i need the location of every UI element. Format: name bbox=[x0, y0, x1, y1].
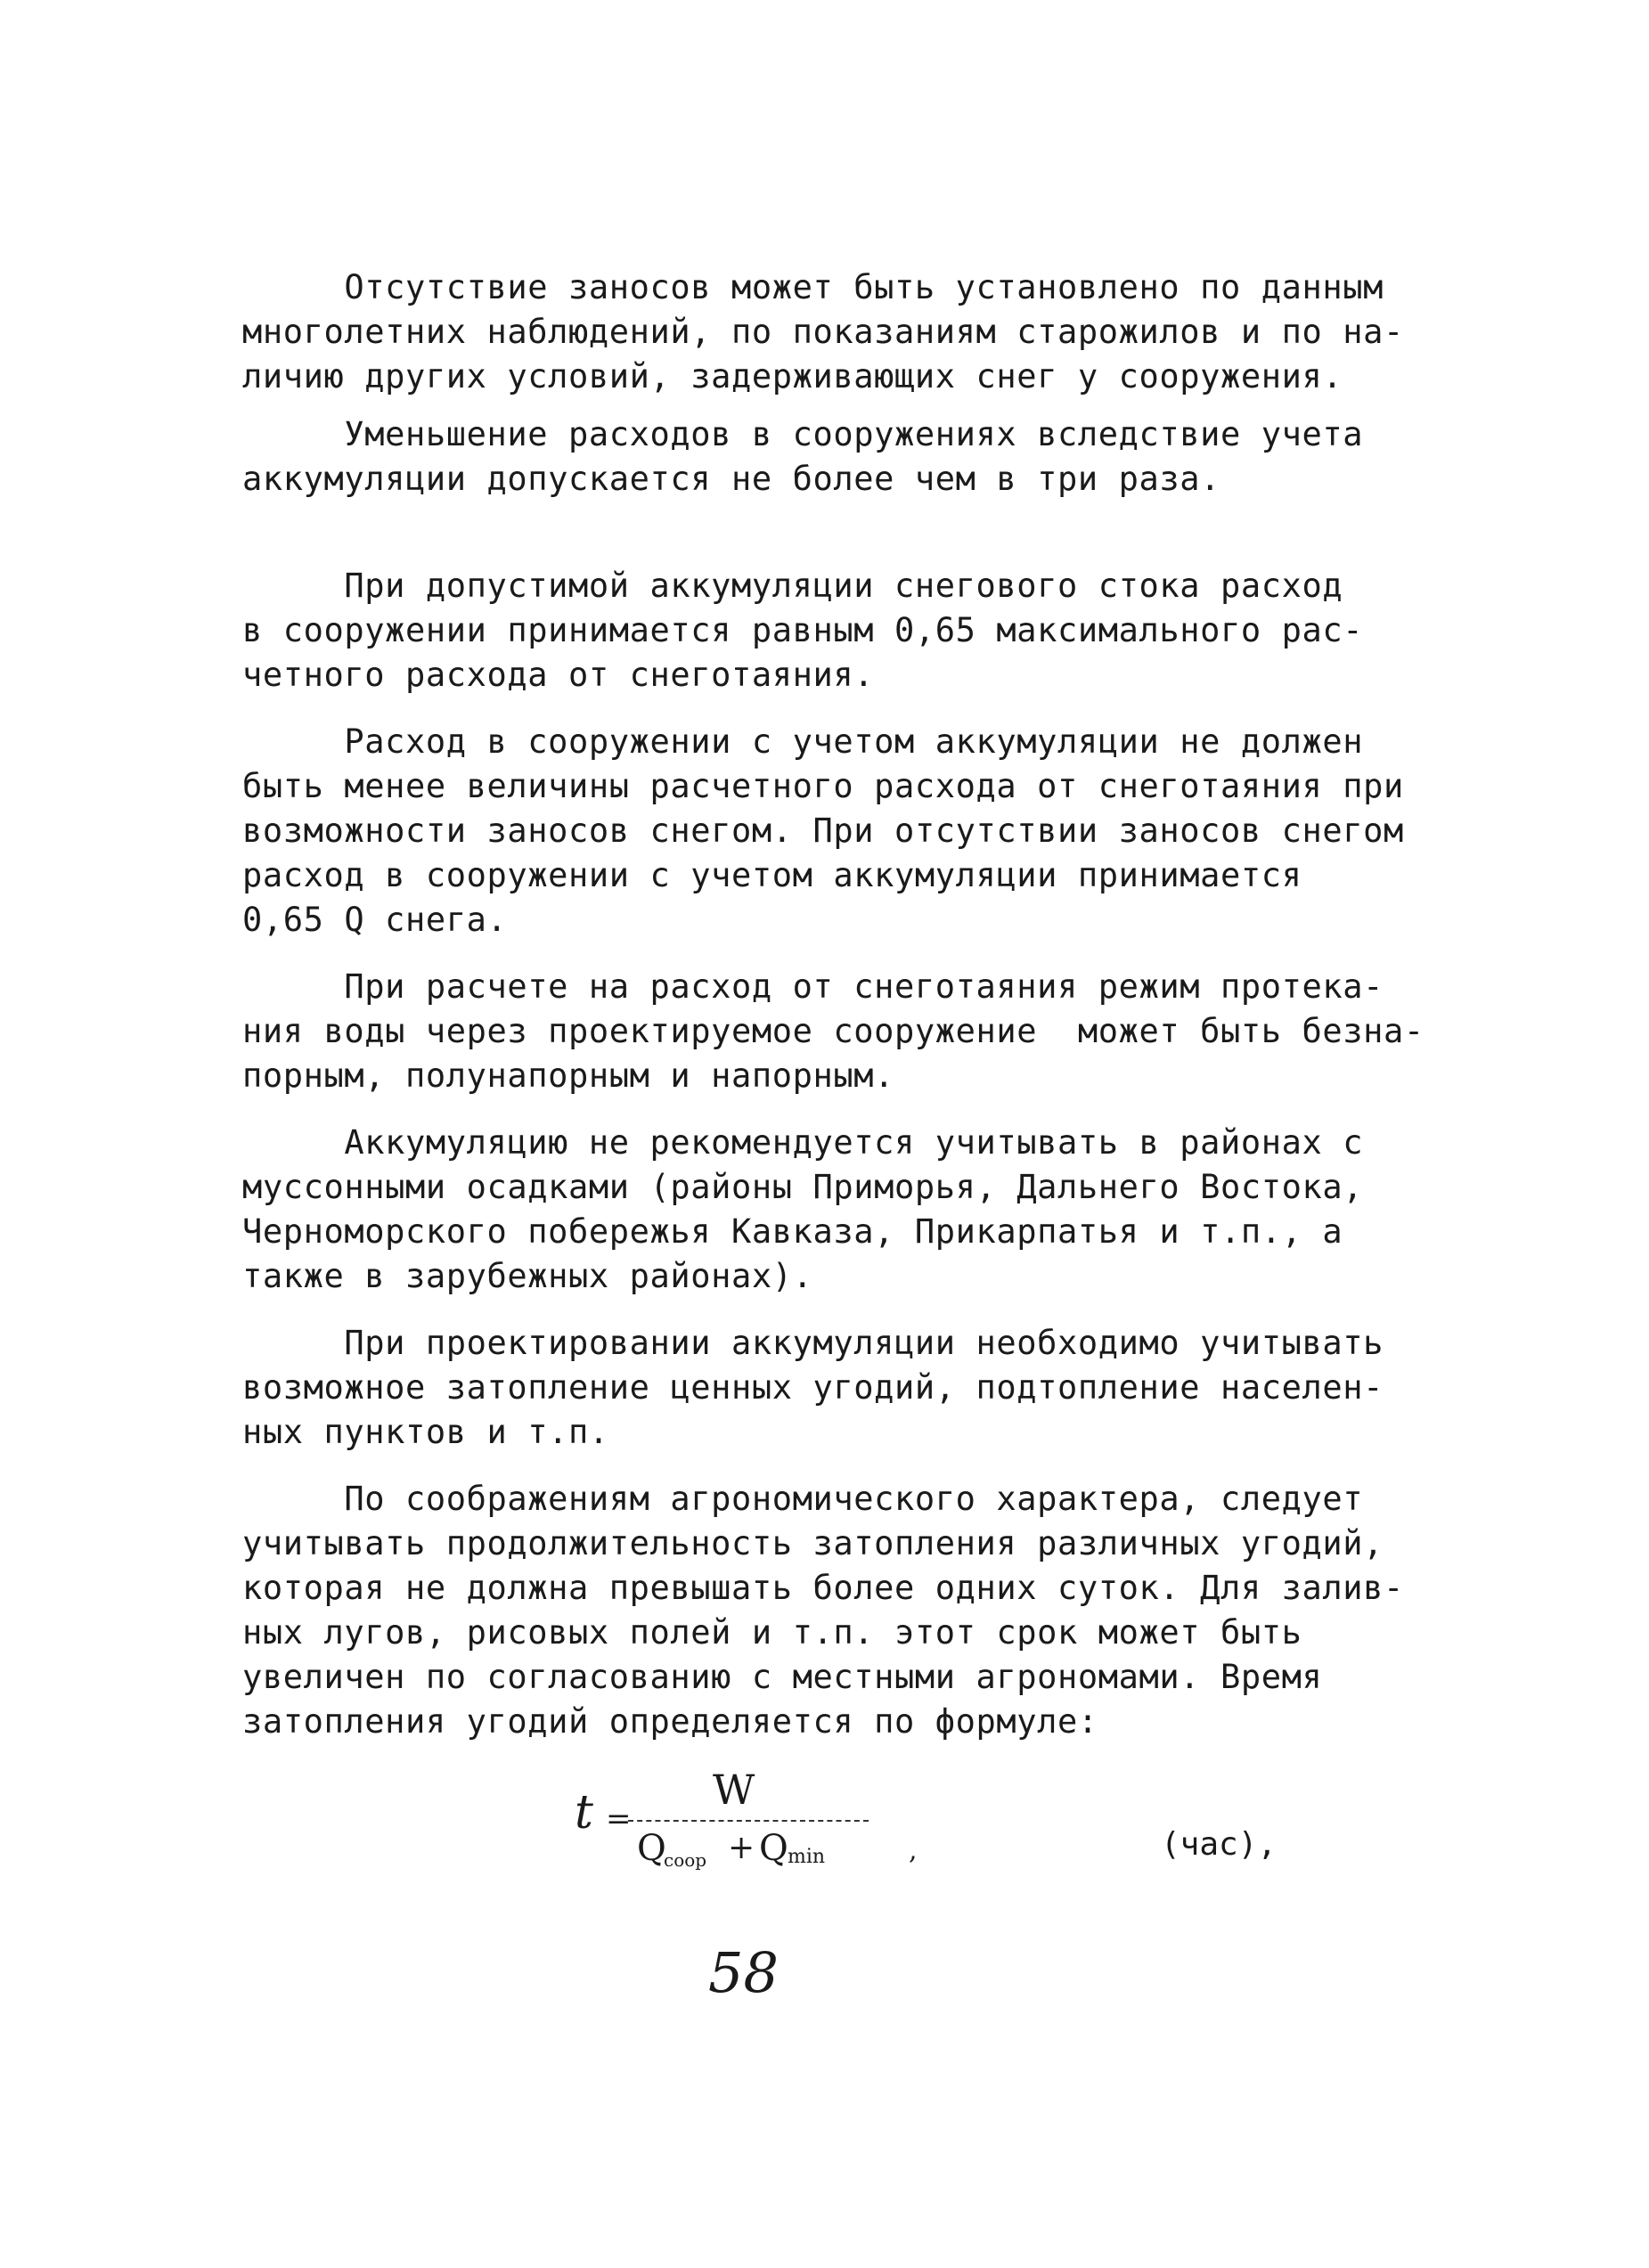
text-line: ных лугов, рисовых полей и т.п. этот срок может быть bbox=[242, 1613, 1302, 1652]
text-line: многолетних наблюдений, по показаниям старожилов и по на- bbox=[242, 313, 1404, 351]
page-number: 58 bbox=[708, 1940, 779, 2005]
text-line: ных пунктов и т.п. bbox=[242, 1413, 609, 1451]
fraction-bar bbox=[628, 1820, 869, 1822]
text-line: аккумуляции допускается не более чем в три раза. bbox=[242, 460, 1221, 498]
text-line: учитывать продолжительность затопления различных угодий, bbox=[242, 1524, 1384, 1562]
denominator-q2: Q bbox=[759, 1828, 788, 1869]
text-line: Отсутствие заносов может быть установлено по данным bbox=[242, 268, 1384, 306]
text-line: в сооружении принимается равным 0,65 максимального рас- bbox=[242, 611, 1364, 649]
text-line: Расход в сооружении с учетом аккумуляции не должен bbox=[242, 722, 1364, 761]
text-line: Уменьшение расходов в сооружениях вследствие учета bbox=[242, 415, 1364, 453]
text-line: быть менее величины расчетного расхода от снеготаяния при bbox=[242, 767, 1404, 805]
text-line: расход в сооружении с учетом аккумуляции принимается bbox=[242, 856, 1302, 894]
formula-equals: = bbox=[606, 1801, 632, 1837]
text-line: увеличен по согласованию с местными агрономами. Время bbox=[242, 1658, 1323, 1696]
formula-unit: (час), bbox=[1161, 1826, 1278, 1863]
text-line: порным, полунапорным и напорным. bbox=[242, 1056, 895, 1095]
text-line: Аккумуляцию не рекомендуется учитывать в районах с bbox=[242, 1123, 1364, 1162]
text-line: затопления угодий определяется по формуле: bbox=[242, 1702, 1098, 1741]
text-line: Черноморского побережья Кавказа, Прикарпатья и т.п., а bbox=[242, 1212, 1343, 1251]
denominator-q1: Q bbox=[637, 1828, 666, 1869]
text-line: четного расхода от снеготаяния. bbox=[242, 656, 875, 694]
text-line: При расчете на расход от снеготаяния режим протека- bbox=[242, 967, 1384, 1006]
text-line: муссонными осадками (районы Приморья, Дальнего Востока, bbox=[242, 1168, 1364, 1206]
text-line: также в зарубежных районах). bbox=[242, 1257, 813, 1295]
denominator-plus: + bbox=[728, 1830, 755, 1866]
text-line: ния воды через проектируемое сооружение может быть безна- bbox=[242, 1012, 1425, 1050]
text-line: возможности заносов снегом. При отсутствии заносов снегом bbox=[242, 812, 1404, 850]
text-line: которая не должна превышать более одних суток. Для залив- bbox=[242, 1569, 1404, 1607]
text-line: По соображениям агрономического характера, следует bbox=[242, 1480, 1364, 1518]
denominator-q2-subscript: min bbox=[788, 1846, 826, 1868]
text-line: При допустимой аккумуляции снегового стока расход bbox=[242, 567, 1343, 605]
text-line: возможное затопление ценных угодий, подтопление населен- bbox=[242, 1368, 1384, 1407]
formula-lhs: t bbox=[575, 1786, 593, 1840]
text-line: 0,65 Q снега. bbox=[242, 901, 508, 939]
denominator-q1-subscript: соор bbox=[664, 1849, 707, 1871]
text-line: личию других условий, задерживающих снег у сооружения. bbox=[242, 357, 1343, 396]
text-line: При проектировании аккумуляции необходимо учитывать bbox=[242, 1324, 1384, 1362]
formula-comma: , bbox=[909, 1835, 918, 1866]
formula-numerator: W bbox=[713, 1766, 755, 1814]
